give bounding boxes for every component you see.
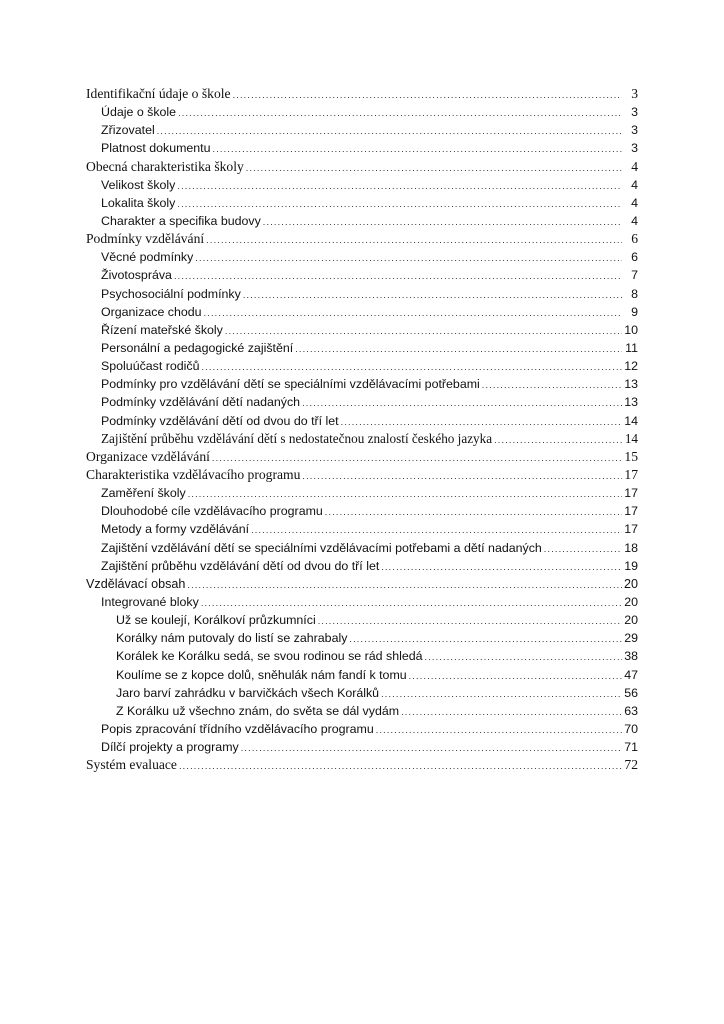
- toc-entry-page: 6: [631, 250, 638, 265]
- toc-entry[interactable]: [86, 212, 638, 230]
- toc-entry[interactable]: [86, 611, 638, 629]
- toc-leader-dots: [213, 140, 622, 158]
- toc-entry[interactable]: [86, 412, 638, 430]
- toc-entry-title: Dílčí projekty a programy: [101, 740, 239, 755]
- toc-entry[interactable]: [86, 430, 638, 448]
- toc-leader-dots: [482, 376, 622, 394]
- toc-leader-dots: [381, 558, 622, 576]
- toc-entry[interactable]: [86, 520, 638, 538]
- toc-entry-page: 13: [624, 395, 638, 410]
- toc-entry-title: Personální a pedagogické zajištění: [101, 340, 294, 355]
- toc-entry[interactable]: [86, 448, 638, 466]
- toc-leader-dots: [409, 667, 622, 685]
- toc-entry-title: Zajištění vzdělávání dětí se speciálními vzdělávacími potřebami a dětí nadaných: [101, 540, 542, 555]
- toc-entry[interactable]: [86, 575, 638, 593]
- toc-entry[interactable]: [86, 629, 638, 647]
- toc-leader-dots: [425, 648, 622, 666]
- toc-entry[interactable]: [86, 720, 638, 738]
- toc-entry-page: 20: [623, 576, 638, 591]
- toc-entry[interactable]: [86, 666, 638, 684]
- toc-leader-dots: [204, 304, 622, 322]
- toc-entry[interactable]: [86, 339, 638, 357]
- toc-leader-dots: [174, 267, 622, 285]
- toc-leader-dots: [187, 576, 622, 594]
- toc-entry-title: Zajištění průběhu vzdělávání dětí od dvou do tří let: [101, 558, 380, 573]
- toc-entry-page: 8: [631, 286, 638, 301]
- toc-leader-dots: [544, 540, 622, 558]
- toc-entry-title: Platnost dokumentu: [101, 141, 211, 156]
- toc-entry[interactable]: [86, 702, 638, 720]
- toc-leader-dots: [302, 394, 622, 412]
- toc-entry[interactable]: [86, 85, 638, 103]
- toc-entry-page: 18: [624, 540, 638, 555]
- toc-leader-dots: [376, 721, 622, 739]
- toc-entry-title: Životospráva: [101, 268, 172, 283]
- toc-entry-page: 63: [624, 703, 638, 718]
- toc-entry-page: 3: [631, 105, 638, 120]
- toc-entry-title: Charakter a specifika budovy: [101, 213, 261, 228]
- toc-leader-dots: [202, 358, 623, 376]
- toc-leader-dots: [178, 104, 622, 122]
- toc-entry-page: 10: [624, 322, 638, 337]
- toc-leader-dots: [302, 467, 622, 485]
- toc-entry-title: Podmínky vzdělávání dětí nadaných: [101, 395, 301, 410]
- toc-entry-title: Vzdělávací obsah: [86, 576, 186, 591]
- toc-entry-title: Věcné podmínky: [101, 250, 194, 265]
- toc-entry-title: Jaro barví zahrádku v barvičkách všech Korálků: [116, 685, 380, 700]
- toc-entry-page: 4: [631, 213, 638, 228]
- toc-entry[interactable]: [86, 321, 638, 339]
- toc-entry-title: Zajištění průběhu vzdělávání dětí s nedostatečnou znalostí českého jazyka: [101, 430, 493, 446]
- toc-entry-title: Podmínky pro vzdělávání dětí se speciálními vzdělávacími potřebami: [101, 377, 480, 392]
- toc-leader-dots: [179, 757, 622, 775]
- toc-entry-title: Spoluúčast rodičů: [101, 359, 200, 374]
- toc-leader-dots: [177, 177, 622, 195]
- toc-entry[interactable]: [86, 375, 638, 393]
- toc-leader-dots: [341, 413, 622, 431]
- toc-entry[interactable]: [86, 684, 638, 702]
- toc-leader-dots: [177, 195, 622, 213]
- toc-entry-page: 7: [631, 268, 638, 283]
- toc-entry[interactable]: [86, 557, 638, 575]
- toc-entry-title: Psychosociální podmínky: [101, 286, 241, 301]
- toc-entry-page: 17: [624, 522, 638, 537]
- toc-leader-dots: [246, 159, 622, 177]
- toc-entry-title: Už se koulejí, Korálkoví průzkumníci: [116, 613, 316, 628]
- toc-leader-dots: [225, 322, 622, 340]
- toc-entry[interactable]: [86, 139, 638, 157]
- toc-entry-title: Velikost školy: [101, 177, 176, 192]
- toc-entry[interactable]: [86, 303, 638, 321]
- toc-leader-dots: [233, 86, 622, 104]
- toc-entry-title: Podmínky vzdělávání: [86, 231, 205, 247]
- toc-entry[interactable]: [86, 539, 638, 557]
- toc-leader-dots: [195, 249, 622, 267]
- toc-entry-page: 38: [624, 649, 638, 664]
- toc-entry-title: Z Korálku už všechno znám, do světa se dál vydám: [116, 703, 400, 718]
- toc-entry-page: 56: [624, 685, 638, 700]
- toc-leader-dots: [263, 213, 622, 231]
- toc-entry-title: Metody a formy vzdělávání: [101, 522, 250, 537]
- toc-entry-title: Integrované bloky: [101, 594, 199, 609]
- toc-entry-page: 17: [624, 486, 638, 501]
- toc-leader-dots: [295, 340, 622, 358]
- toc-entry[interactable]: [86, 756, 638, 774]
- toc-entry-title: Korálek ke Korálku sedá, se svou rodinou se rád shledá: [116, 649, 423, 664]
- toc-entry[interactable]: [86, 393, 638, 411]
- toc-entry-title: Identifikační údaje o škole: [86, 86, 231, 101]
- toc-entry-title: Zřizovatel: [101, 123, 155, 138]
- toc-entry-page: 71: [624, 740, 638, 755]
- toc-entry[interactable]: [86, 266, 638, 284]
- toc-entry-page: 20: [624, 613, 638, 628]
- toc-entry[interactable]: [86, 647, 638, 665]
- toc-entry-title: Dlouhodobé cíle vzdělávacího programu: [101, 504, 323, 519]
- toc-entry[interactable]: [86, 484, 638, 502]
- toc-entry[interactable]: [86, 593, 638, 611]
- toc-entry[interactable]: [86, 248, 638, 266]
- toc-entry-page: 14: [624, 430, 638, 446]
- toc-entry-title: Popis zpracování třídního vzdělávacího programu: [101, 721, 374, 736]
- toc-leader-dots: [243, 286, 622, 304]
- toc-entry-page: 12: [624, 359, 638, 374]
- toc-entry-page: 3: [631, 86, 638, 101]
- toc-entry-page: 47: [624, 667, 638, 682]
- toc-entry[interactable]: [86, 158, 638, 176]
- toc-entry[interactable]: [86, 466, 638, 484]
- toc-leader-dots: [494, 431, 622, 449]
- toc-entry-page: 3: [631, 123, 638, 138]
- toc-entry-title: Lokalita školy: [101, 195, 176, 210]
- toc-entry-title: Podmínky vzdělávání dětí od dvou do tří let: [101, 413, 339, 428]
- toc-entry-title: Obecná charakteristika školy: [86, 158, 244, 174]
- toc-leader-dots: [401, 703, 622, 721]
- table-of-contents: [86, 85, 638, 774]
- toc-entry-page: 6: [631, 231, 638, 247]
- toc-entry-page: 70: [624, 721, 638, 736]
- toc-entry[interactable]: [86, 176, 638, 194]
- toc-entry-page: 4: [631, 158, 638, 174]
- toc-entry-title: Organizace chodu: [101, 304, 202, 319]
- toc-entry-page: 15: [624, 448, 638, 464]
- toc-entry[interactable]: [86, 194, 638, 212]
- toc-entry-title: Korálky nám putovaly do listí se zahrabaly: [116, 631, 348, 646]
- toc-entry-page: 11: [625, 340, 638, 355]
- toc-entry-page: 14: [624, 413, 638, 428]
- toc-entry[interactable]: [86, 502, 638, 520]
- toc-leader-dots: [381, 685, 622, 703]
- toc-entry-title: Řízení mateřské školy: [101, 322, 223, 337]
- toc-leader-dots: [318, 612, 622, 630]
- toc-leader-dots: [325, 503, 622, 521]
- toc-entry-title: Organizace vzdělávání: [86, 448, 210, 464]
- toc-entry-page: 3: [631, 141, 638, 156]
- toc-entry-page: 9: [631, 304, 638, 319]
- toc-leader-dots: [188, 485, 622, 503]
- toc-entry[interactable]: [86, 121, 638, 139]
- toc-entry[interactable]: [86, 103, 638, 121]
- toc-entry[interactable]: [86, 357, 638, 375]
- toc-entry-page: 72: [624, 757, 638, 773]
- toc-entry-title: Údaje o škole: [101, 105, 177, 120]
- toc-entry[interactable]: [86, 738, 638, 756]
- toc-leader-dots: [251, 521, 622, 539]
- toc-entry-page: 29: [624, 631, 638, 646]
- toc-entry-page: 20: [624, 594, 638, 609]
- toc-leader-dots: [157, 122, 622, 140]
- toc-leader-dots: [206, 231, 622, 249]
- toc-entry[interactable]: [86, 230, 638, 248]
- toc-entry-title: Koulíme se z kopce dolů, sněhulák nám fandí k tomu: [116, 667, 407, 682]
- toc-entry-page: 13: [624, 377, 638, 392]
- toc-leader-dots: [241, 739, 622, 757]
- toc-leader-dots: [349, 630, 622, 648]
- toc-entry-page: 17: [624, 466, 638, 482]
- toc-entry-title: Systém evaluace: [86, 757, 177, 773]
- toc-entry-page: 19: [624, 558, 638, 573]
- toc-entry[interactable]: [86, 285, 638, 303]
- toc-leader-dots: [212, 449, 622, 467]
- toc-entry-title: Charakteristika vzdělávacího programu: [86, 466, 301, 482]
- toc-leader-dots: [201, 594, 622, 612]
- toc-entry-page: 4: [631, 177, 638, 192]
- toc-entry-title: Zaměření školy: [101, 486, 186, 501]
- toc-entry-page: 4: [631, 195, 638, 210]
- toc-entry-page: 17: [624, 504, 638, 519]
